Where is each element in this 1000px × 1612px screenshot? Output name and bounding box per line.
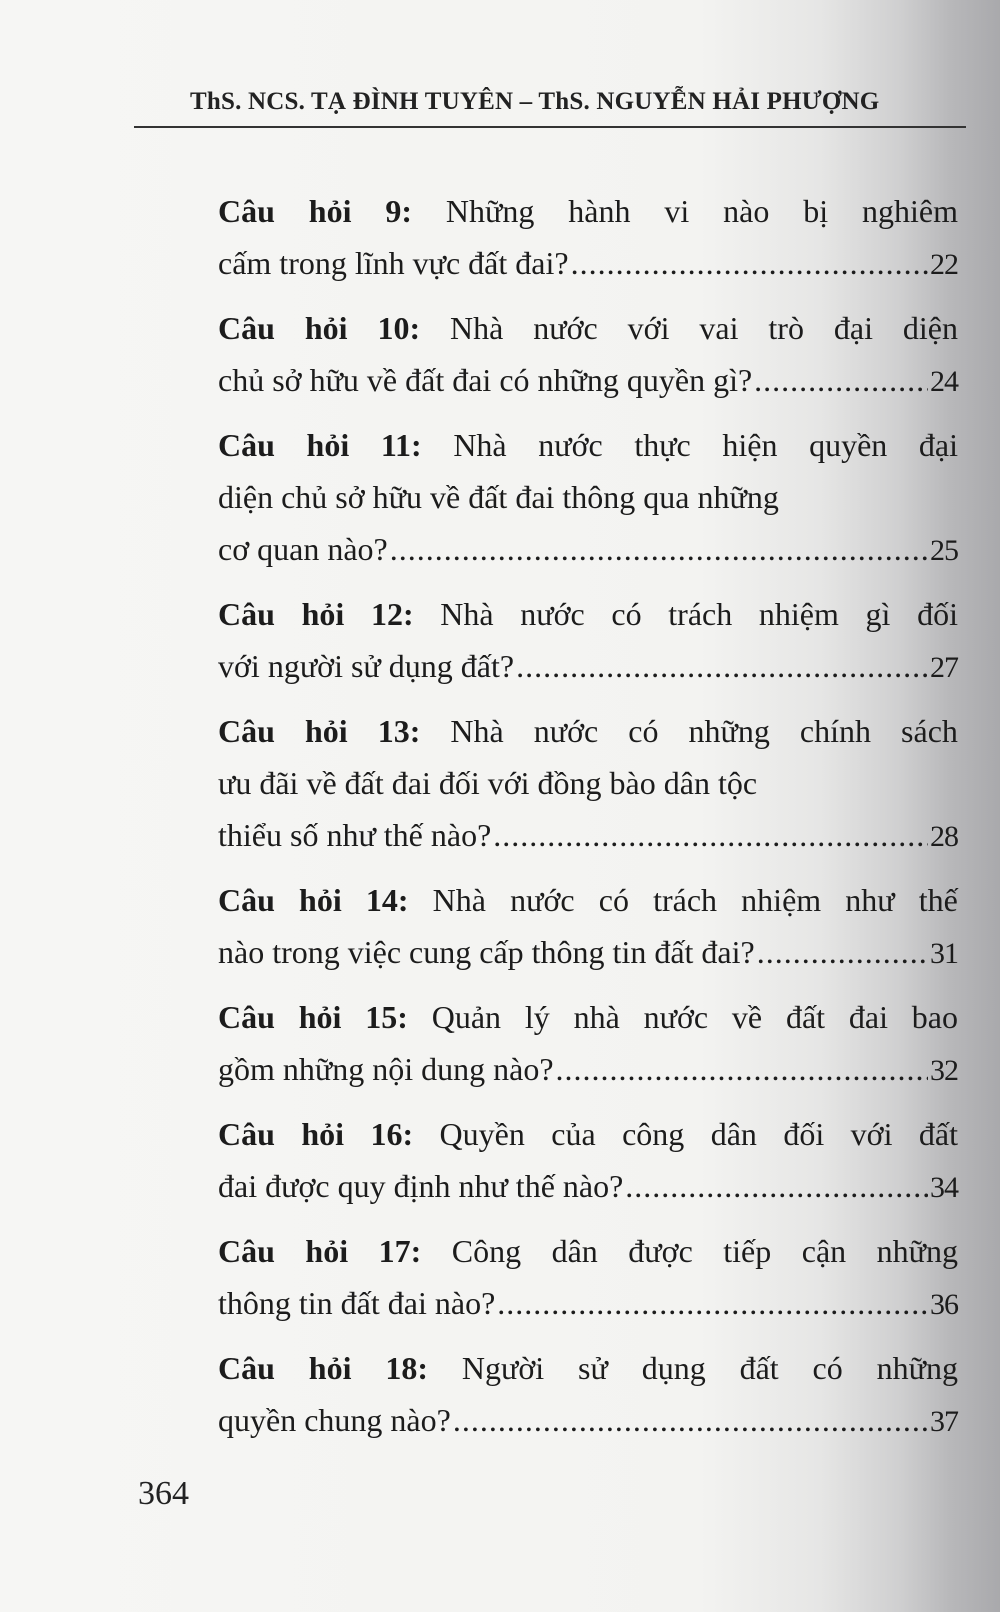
toc-entry xyxy=(218,588,958,694)
toc-entry xyxy=(218,1225,958,1331)
question-label-word: hỏi xyxy=(304,713,348,749)
question-text-word: nước xyxy=(510,882,575,918)
toc-entry-last-line xyxy=(218,523,958,577)
question-text-word: đối xyxy=(917,596,958,632)
question-text-word: dụng xyxy=(641,1350,706,1386)
leader-dots xyxy=(556,1043,928,1095)
question-text-line: cấm trong lĩnh vực đất đai? xyxy=(218,245,569,281)
question-text-word: về xyxy=(731,999,763,1035)
question-text-word: tiếp xyxy=(723,1233,772,1269)
question-label-word: 18: xyxy=(385,1350,428,1386)
toc-entry-first-line xyxy=(218,991,958,1043)
question-label-word: Câu xyxy=(218,999,275,1035)
question-label-word: hỏi xyxy=(298,999,342,1035)
question-text-word: như xyxy=(845,882,895,918)
question-text-word: đối xyxy=(783,1116,825,1152)
question-text-word: quyền xyxy=(809,427,888,463)
question-label-word: 13: xyxy=(377,713,421,749)
question-text-word: chính xyxy=(799,713,871,749)
question-label-word: hỏi xyxy=(299,882,342,918)
question-text-word: có xyxy=(598,882,629,918)
question-text-word: nhiệm xyxy=(741,882,822,918)
toc-page-number: 27 xyxy=(930,651,958,684)
question-text-word: đất xyxy=(785,999,826,1035)
question-label-word: hỏi xyxy=(308,193,352,229)
toc-entry-last-line xyxy=(218,926,958,980)
question-text-word: Nhà xyxy=(453,427,507,463)
toc-entry-first-line xyxy=(218,419,958,471)
leader-dots xyxy=(754,354,928,406)
question-text-line: thiểu số như thế nào? xyxy=(218,817,492,853)
question-text-word: nước xyxy=(533,310,598,346)
question-text-line: ưu đãi về đất đai đối với đồng bào dân tộc xyxy=(218,765,758,801)
table-of-contents xyxy=(218,185,958,1459)
toc-entry-last-line xyxy=(218,1043,958,1097)
toc-page-number: 37 xyxy=(930,1405,958,1438)
question-text-word: thế xyxy=(918,882,958,918)
toc-entry-first-line xyxy=(218,1108,958,1160)
leader-dots xyxy=(625,1160,928,1212)
question-text-word: Công xyxy=(451,1233,522,1269)
question-label-word: 9: xyxy=(385,193,413,229)
question-label-word: 12: xyxy=(370,596,414,632)
leader-dots xyxy=(516,640,928,692)
question-text-word: cận xyxy=(801,1233,847,1269)
question-text-line: diện chủ sở hữu về đất đai thông qua những xyxy=(218,479,779,515)
question-label-word: Câu xyxy=(218,882,275,918)
question-text-word: đai xyxy=(848,999,888,1035)
toc-entry-first-line xyxy=(218,185,958,237)
question-text-line: thông tin đất đai nào? xyxy=(218,1285,496,1321)
question-text-word: sử xyxy=(578,1350,608,1386)
question-text-word: với xyxy=(850,1116,893,1152)
question-label-word: 11: xyxy=(380,427,422,463)
question-text-word: trách xyxy=(653,882,718,918)
question-text-word: gì xyxy=(865,596,891,632)
toc-page-number: 31 xyxy=(930,937,958,970)
question-text-word: vai xyxy=(699,310,739,346)
question-text-line: quyền chung nào? xyxy=(218,1402,451,1438)
question-label-word: hỏi xyxy=(306,427,350,463)
question-text-word: trách xyxy=(668,596,733,632)
toc-entry xyxy=(218,1342,958,1448)
question-text-word: của xyxy=(551,1116,596,1152)
header-rule xyxy=(134,126,966,128)
question-text-word: có xyxy=(628,713,659,749)
question-text-word: dân xyxy=(551,1233,598,1269)
leader-dots xyxy=(571,237,928,289)
leader-dots xyxy=(757,926,928,978)
question-text-word: sách xyxy=(901,713,958,749)
toc-entry-last-line xyxy=(218,640,958,694)
question-text-line: chủ sở hữu về đất đai có những quyền gì? xyxy=(218,362,753,398)
question-text-word: đất xyxy=(739,1350,779,1386)
question-label-word: Câu xyxy=(218,713,275,749)
question-label-word: hỏi xyxy=(308,1350,352,1386)
question-text-word: công xyxy=(622,1116,685,1152)
question-label-word: 14: xyxy=(365,882,409,918)
question-text-word: Nhà xyxy=(450,310,504,346)
toc-entry xyxy=(218,705,958,863)
question-label-word: hỏi xyxy=(305,1233,349,1269)
toc-entry-last-line xyxy=(218,1277,958,1331)
question-text-word: những xyxy=(876,1350,958,1386)
toc-entry xyxy=(218,1108,958,1214)
toc-page-number: 25 xyxy=(930,534,958,567)
toc-entry-first-line xyxy=(218,1342,958,1394)
question-text-word: với xyxy=(627,310,670,346)
toc-page-number: 22 xyxy=(930,248,958,281)
question-text-word: Những xyxy=(445,193,535,229)
question-text-line: gồm những nội dung nào? xyxy=(218,1051,554,1087)
question-text-word: hiện xyxy=(722,427,778,463)
question-text-word: nước xyxy=(643,999,709,1035)
question-text-word: bị xyxy=(803,193,829,229)
leader-dots xyxy=(493,809,928,861)
question-text-word: đại xyxy=(918,427,958,463)
toc-entry xyxy=(218,185,958,291)
toc-entry-first-line xyxy=(218,874,958,926)
question-label-word: Câu xyxy=(218,310,275,346)
toc-entry xyxy=(218,991,958,1097)
question-text-word: nước xyxy=(533,713,599,749)
question-text-line: cơ quan nào? xyxy=(218,531,388,567)
question-text-word: có xyxy=(812,1350,843,1386)
running-header: ThS. NCS. TẠ ĐÌNH TUYÊN – ThS. NGUYỄN HẢI PHƯỢNG xyxy=(190,88,880,115)
toc-entry-line xyxy=(218,757,958,809)
question-text-word: lý xyxy=(524,999,550,1035)
toc-page-number: 36 xyxy=(930,1288,958,1321)
question-text-word: dân xyxy=(710,1116,757,1152)
question-text-word: Nhà xyxy=(440,596,494,632)
question-text-word: trò xyxy=(768,310,804,346)
toc-entry-line xyxy=(218,471,958,523)
question-label-word: Câu xyxy=(218,1233,275,1269)
question-text-word: nhiệm xyxy=(758,596,839,632)
question-label-word: Câu xyxy=(218,1116,275,1152)
question-text-line: với người sử dụng đất? xyxy=(218,648,515,684)
toc-entry-last-line xyxy=(218,1160,958,1214)
leader-dots xyxy=(453,1394,928,1446)
toc-entry xyxy=(218,874,958,980)
question-text-word: nghiêm xyxy=(862,193,958,229)
question-text-word: bao xyxy=(911,999,958,1035)
question-label-word: Câu xyxy=(218,193,275,229)
question-label-word: 16: xyxy=(370,1116,414,1152)
page-number: 364 xyxy=(138,1475,189,1512)
question-text-word: đại xyxy=(833,310,873,346)
question-label-word: 17: xyxy=(378,1233,422,1269)
question-text-word: thực xyxy=(634,427,691,463)
question-text-word: diện xyxy=(902,310,958,346)
toc-entry-first-line xyxy=(218,1225,958,1277)
question-label-word: hỏi xyxy=(301,1116,345,1152)
toc-entry xyxy=(218,302,958,408)
question-text-word: Nhà xyxy=(450,713,504,749)
question-label-word: Câu xyxy=(218,427,275,463)
question-text-word: nước xyxy=(520,596,585,632)
toc-page-number: 24 xyxy=(930,365,958,398)
question-text-word: Người xyxy=(461,1350,545,1386)
question-text-word: Nhà xyxy=(432,882,486,918)
toc-entry-first-line xyxy=(218,588,958,640)
toc-entry-last-line xyxy=(218,237,958,291)
toc-entry-first-line xyxy=(218,705,958,757)
question-label-word: 15: xyxy=(365,999,408,1035)
question-text-word: được xyxy=(628,1233,693,1269)
leader-dots xyxy=(390,523,928,575)
toc-page-number: 28 xyxy=(930,820,958,853)
question-text-word: có xyxy=(611,596,642,632)
question-text-word: Quyền xyxy=(439,1116,525,1152)
question-label-word: hỏi xyxy=(304,310,348,346)
question-text-line: đai được quy định như thế nào? xyxy=(218,1168,624,1204)
question-text-word: nhà xyxy=(573,999,620,1035)
question-label-word: Câu xyxy=(218,596,275,632)
question-label-word: Câu xyxy=(218,1350,275,1386)
question-label-word: hỏi xyxy=(301,596,345,632)
question-text-word: những xyxy=(688,713,770,749)
toc-page-number: 34 xyxy=(930,1171,958,1204)
leader-dots xyxy=(497,1277,928,1329)
toc-page-number: 32 xyxy=(930,1054,958,1087)
question-label-word: 10: xyxy=(377,310,421,346)
toc-entry-first-line xyxy=(218,302,958,354)
question-text-line: nào trong việc cung cấp thông tin đất đai? xyxy=(218,934,755,970)
question-text-word: nào xyxy=(723,193,770,229)
question-text-word: những xyxy=(876,1233,958,1269)
question-text-word: đất xyxy=(918,1116,958,1152)
question-text-word: nước xyxy=(538,427,603,463)
question-text-word: hành xyxy=(568,193,631,229)
toc-entry-last-line xyxy=(218,1394,958,1448)
question-text-word: Quản xyxy=(431,999,502,1035)
toc-entry-last-line xyxy=(218,809,958,863)
toc-entry xyxy=(218,419,958,577)
question-text-word: vi xyxy=(664,193,690,229)
toc-entry-last-line xyxy=(218,354,958,408)
